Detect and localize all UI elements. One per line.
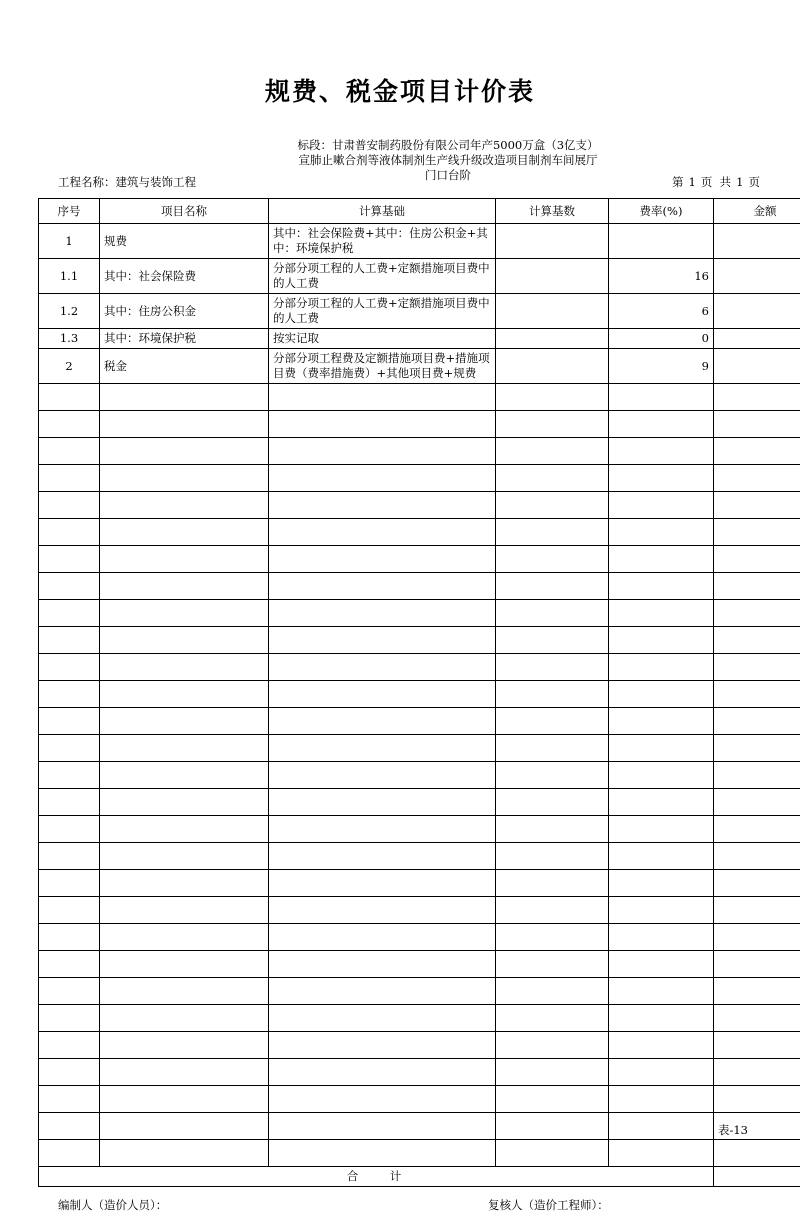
cell-rate-base[interactable] [496, 329, 609, 349]
cell-amount[interactable] [714, 259, 800, 294]
cell-name[interactable] [100, 1086, 269, 1113]
fee-table [38, 198, 800, 1187]
cell-rate-base[interactable] [496, 654, 609, 681]
project-name [58, 174, 196, 190]
cell-no[interactable] [39, 492, 100, 519]
cell-name[interactable] [100, 654, 269, 681]
cell-name[interactable] [100, 492, 269, 519]
cell-base[interactable] [269, 1140, 496, 1167]
cell-rate-base[interactable] [496, 1113, 609, 1140]
cell-base: 按实记取 [269, 329, 496, 349]
cell-amount[interactable] [714, 600, 800, 627]
cell-amount[interactable] [714, 897, 800, 924]
cell-name: 税金 [100, 349, 269, 384]
cell-rate-base[interactable] [496, 1086, 609, 1113]
table-total-row [39, 1167, 800, 1187]
column-header-pct: 费率(%) [609, 199, 714, 224]
cell-amount[interactable] [714, 627, 800, 654]
table-row [39, 259, 800, 294]
cell-name: 其中：社会保险费 [100, 259, 269, 294]
cell-rate-base[interactable] [496, 843, 609, 870]
cell-name[interactable] [100, 789, 269, 816]
cell-name[interactable] [100, 600, 269, 627]
table-row-empty [39, 978, 800, 1005]
cell-base[interactable] [269, 411, 496, 438]
cell-amount[interactable] [714, 843, 800, 870]
cell-name[interactable] [100, 708, 269, 735]
table-row-empty [39, 1032, 800, 1059]
cell-amount[interactable] [714, 1059, 800, 1086]
cell-pct[interactable] [609, 843, 714, 870]
cell-base: 分部分项工程的人工费+定额措施项目费中的人工费 [269, 259, 496, 294]
cell-amount[interactable] [714, 519, 800, 546]
cell-base[interactable] [269, 1005, 496, 1032]
cell-no[interactable] [39, 1113, 100, 1140]
cell-name[interactable] [100, 924, 269, 951]
page-total-prefix: 共 [720, 175, 732, 189]
project-name-value: 建筑与装饰工程 [116, 175, 197, 189]
cell-name[interactable] [100, 1059, 269, 1086]
table-row-empty [39, 816, 800, 843]
cell-base[interactable] [269, 492, 496, 519]
column-header-no: 序号 [39, 199, 100, 224]
cell-rate-base[interactable] [496, 1032, 609, 1059]
cell-rate-base[interactable] [496, 224, 609, 259]
cell-no[interactable] [39, 816, 100, 843]
cell-rate-base[interactable] [496, 349, 609, 384]
cell-no[interactable] [39, 897, 100, 924]
table-row-empty [39, 762, 800, 789]
cell-no: 1.3 [39, 329, 100, 349]
table-row-empty [39, 870, 800, 897]
cell-pct[interactable]: 0 [609, 329, 714, 349]
cell-no[interactable] [39, 546, 100, 573]
cell-name[interactable] [100, 951, 269, 978]
cell-amount[interactable] [714, 438, 800, 465]
cell-rate-base[interactable] [496, 438, 609, 465]
cell-name[interactable] [100, 870, 269, 897]
cell-name: 其中：环境保护税 [100, 329, 269, 349]
cell-rate-base[interactable] [496, 411, 609, 438]
page-total: 1 [731, 175, 748, 189]
cell-no[interactable] [39, 1059, 100, 1086]
table-row-empty [39, 897, 800, 924]
cell-base[interactable] [269, 816, 496, 843]
cell-pct[interactable] [609, 573, 714, 600]
cell-pct[interactable] [609, 681, 714, 708]
cell-amount[interactable] [714, 573, 800, 600]
table-row-empty [39, 1086, 800, 1113]
cell-base[interactable] [269, 924, 496, 951]
cell-name: 其中：住房公积金 [100, 294, 269, 329]
cell-no[interactable] [39, 1005, 100, 1032]
bid-value: 甘肃普安制药股份有限公司年产5000万盒（3亿支）宣肺止嗽合剂等液体制剂生产线升级改造项目制剂车间展厅门口台阶 [299, 138, 599, 182]
cell-name[interactable] [100, 1113, 269, 1140]
cell-rate-base[interactable] [496, 573, 609, 600]
cell-pct[interactable] [609, 1140, 714, 1167]
page-suffix: 页 [749, 175, 761, 189]
cell-rate-base[interactable] [496, 465, 609, 492]
cell-amount[interactable] [714, 681, 800, 708]
table-row-empty [39, 681, 800, 708]
page-mid: 页 [701, 175, 713, 189]
cell-name[interactable] [100, 681, 269, 708]
cell-no[interactable] [39, 627, 100, 654]
column-header-base: 计算基础 [269, 199, 496, 224]
cell-name[interactable] [100, 438, 269, 465]
cell-no[interactable] [39, 384, 100, 411]
cell-no[interactable] [39, 465, 100, 492]
cell-name[interactable] [100, 411, 269, 438]
document-page [0, 72, 800, 1200]
project-name-label: 工程名称： [58, 175, 116, 189]
cell-rate-base[interactable] [496, 546, 609, 573]
cell-rate-base[interactable] [496, 259, 609, 294]
cell-no[interactable] [39, 681, 100, 708]
cell-no: 1.1 [39, 259, 100, 294]
table-row [39, 349, 800, 384]
cell-rate-base[interactable] [496, 735, 609, 762]
cell-amount[interactable] [714, 708, 800, 735]
table-row [39, 329, 800, 349]
page-prefix: 第 [672, 175, 684, 189]
table-row-empty [39, 519, 800, 546]
cell-pct[interactable] [609, 600, 714, 627]
cell-name[interactable] [100, 384, 269, 411]
cell-rate-base[interactable] [496, 789, 609, 816]
cell-amount[interactable] [714, 735, 800, 762]
cell-amount[interactable] [714, 870, 800, 897]
cell-no[interactable] [39, 843, 100, 870]
cell-name[interactable] [100, 816, 269, 843]
cell-rate-base[interactable] [496, 762, 609, 789]
table-row-empty [39, 384, 800, 411]
cell-rate-base[interactable] [496, 384, 609, 411]
cell-rate-base[interactable] [496, 1005, 609, 1032]
cell-amount[interactable] [714, 1140, 800, 1167]
cell-amount[interactable] [714, 924, 800, 951]
cell-amount[interactable] [714, 1032, 800, 1059]
bid-section [293, 138, 603, 183]
cell-base[interactable] [269, 1113, 496, 1140]
cell-base[interactable] [269, 843, 496, 870]
cell-amount[interactable] [714, 465, 800, 492]
cell-rate-base[interactable] [496, 519, 609, 546]
cell-base: 分部分项工程的人工费+定额措施项目费中的人工费 [269, 294, 496, 329]
cell-pct[interactable] [609, 519, 714, 546]
cell-amount[interactable] [714, 349, 800, 384]
cell-pct[interactable] [609, 1005, 714, 1032]
cell-name[interactable] [100, 762, 269, 789]
cell-pct[interactable] [609, 627, 714, 654]
cell-base[interactable] [269, 978, 496, 1005]
cell-base[interactable] [269, 465, 496, 492]
cell-base[interactable] [269, 1059, 496, 1086]
cell-base: 分部分项工程费及定额措施项目费+措施项目费（费率措施费）+其他项目费+规费 [269, 349, 496, 384]
table-row-empty [39, 789, 800, 816]
cell-name[interactable] [100, 1005, 269, 1032]
cell-rate-base[interactable] [496, 600, 609, 627]
cell-base[interactable] [269, 735, 496, 762]
cell-base[interactable] [269, 573, 496, 600]
cell-pct[interactable] [609, 1113, 714, 1140]
cell-no[interactable] [39, 600, 100, 627]
cell-base[interactable] [269, 1032, 496, 1059]
cell-base[interactable] [269, 897, 496, 924]
cell-name[interactable] [100, 519, 269, 546]
cell-rate-base[interactable] [496, 924, 609, 951]
cell-no[interactable] [39, 708, 100, 735]
page-title: 规费、税金项目计价表 [38, 72, 762, 108]
cell-no[interactable] [39, 789, 100, 816]
cell-pct[interactable] [609, 1032, 714, 1059]
page-number [672, 174, 760, 190]
cell-amount[interactable] [714, 762, 800, 789]
preparer-label: 编制人（造价人员）： [58, 1197, 167, 1213]
cell-base[interactable] [269, 951, 496, 978]
table-row-empty [39, 411, 800, 438]
cell-no[interactable] [39, 735, 100, 762]
cell-rate-base[interactable] [496, 1140, 609, 1167]
signature-row [38, 1197, 762, 1217]
table-row-empty [39, 708, 800, 735]
document-meta [38, 138, 762, 194]
table-row-empty [39, 546, 800, 573]
cell-base[interactable] [269, 438, 496, 465]
cell-name: 规费 [100, 224, 269, 259]
cell-pct[interactable] [609, 654, 714, 681]
cell-rate-base[interactable] [496, 708, 609, 735]
cell-base[interactable] [269, 384, 496, 411]
cell-pct[interactable] [609, 897, 714, 924]
cell-pct[interactable] [609, 870, 714, 897]
cell-pct[interactable]: 16 [609, 259, 714, 294]
reviewer-label: 复核人（造价工程师）： [488, 1197, 609, 1213]
cell-pct[interactable] [609, 708, 714, 735]
cell-rate-base[interactable] [496, 492, 609, 519]
cell-pct[interactable] [609, 465, 714, 492]
cell-no[interactable] [39, 573, 100, 600]
cell-amount[interactable] [714, 789, 800, 816]
cell-rate-base[interactable] [496, 951, 609, 978]
cell-no: 1.2 [39, 294, 100, 329]
cell-name[interactable] [100, 1032, 269, 1059]
cell-amount[interactable] [714, 329, 800, 349]
table-row-empty [39, 654, 800, 681]
table-row-empty [39, 1059, 800, 1086]
cell-base[interactable] [269, 627, 496, 654]
cell-name[interactable] [100, 897, 269, 924]
cell-no: 1 [39, 224, 100, 259]
cell-rate-base[interactable] [496, 294, 609, 329]
cell-name[interactable] [100, 735, 269, 762]
cell-rate-base[interactable] [496, 816, 609, 843]
table-row-empty [39, 1113, 800, 1140]
cell-pct[interactable]: 6 [609, 294, 714, 329]
cell-amount[interactable] [714, 951, 800, 978]
cell-pct[interactable] [609, 816, 714, 843]
cell-rate-base[interactable] [496, 978, 609, 1005]
cell-pct[interactable] [609, 762, 714, 789]
cell-rate-base[interactable] [496, 897, 609, 924]
cell-no[interactable] [39, 924, 100, 951]
cell-name[interactable] [100, 1140, 269, 1167]
cell-base[interactable] [269, 708, 496, 735]
cell-name[interactable] [100, 627, 269, 654]
cell-no[interactable] [39, 519, 100, 546]
cell-amount[interactable] [714, 224, 800, 259]
page-current: 1 [684, 175, 701, 189]
cell-rate-base[interactable] [496, 681, 609, 708]
total-label: 合 计 [39, 1167, 714, 1187]
cell-base[interactable] [269, 1086, 496, 1113]
cell-amount[interactable] [714, 384, 800, 411]
cell-pct[interactable] [609, 411, 714, 438]
form-code: 表-13 [718, 1122, 748, 1138]
total-amount[interactable] [714, 1167, 800, 1187]
cell-rate-base[interactable] [496, 870, 609, 897]
cell-pct[interactable] [609, 438, 714, 465]
cell-pct[interactable] [609, 1059, 714, 1086]
table-row-empty [39, 951, 800, 978]
cell-no[interactable] [39, 1032, 100, 1059]
cell-amount[interactable] [714, 654, 800, 681]
cell-amount[interactable] [714, 1005, 800, 1032]
cell-no[interactable] [39, 438, 100, 465]
column-header-name: 项目名称 [100, 199, 269, 224]
table-row-empty [39, 843, 800, 870]
cell-no[interactable] [39, 978, 100, 1005]
cell-pct[interactable] [609, 1086, 714, 1113]
cell-amount[interactable] [714, 816, 800, 843]
table-row [39, 224, 800, 259]
cell-pct[interactable] [609, 384, 714, 411]
cell-amount[interactable] [714, 546, 800, 573]
cell-no[interactable] [39, 654, 100, 681]
table-row-empty [39, 627, 800, 654]
column-header-amount: 金额 [714, 199, 800, 224]
table-row-empty [39, 465, 800, 492]
cell-name[interactable] [100, 978, 269, 1005]
cell-base[interactable] [269, 600, 496, 627]
table-row-empty [39, 492, 800, 519]
cell-base[interactable] [269, 870, 496, 897]
cell-name[interactable] [100, 546, 269, 573]
cell-base[interactable] [269, 654, 496, 681]
cell-amount[interactable] [714, 978, 800, 1005]
table-row-empty [39, 438, 800, 465]
cell-pct[interactable] [609, 924, 714, 951]
cell-pct[interactable] [609, 735, 714, 762]
column-header-rate-base: 计算基数 [496, 199, 609, 224]
cell-pct[interactable] [609, 546, 714, 573]
cell-no[interactable] [39, 411, 100, 438]
cell-name[interactable] [100, 573, 269, 600]
cell-no[interactable] [39, 1086, 100, 1113]
cell-pct[interactable]: 9 [609, 349, 714, 384]
cell-base[interactable] [269, 519, 496, 546]
cell-amount[interactable] [714, 492, 800, 519]
cell-amount[interactable] [714, 1086, 800, 1113]
table-header-row [39, 199, 800, 224]
cell-rate-base[interactable] [496, 1059, 609, 1086]
table-row-empty [39, 573, 800, 600]
cell-base[interactable] [269, 546, 496, 573]
cell-no[interactable] [39, 1140, 100, 1167]
cell-name[interactable] [100, 843, 269, 870]
table-row-empty [39, 735, 800, 762]
table-row-empty [39, 1140, 800, 1167]
table-row-empty [39, 600, 800, 627]
cell-amount[interactable] [714, 411, 800, 438]
cell-pct[interactable] [609, 492, 714, 519]
cell-pct[interactable] [609, 789, 714, 816]
cell-amount[interactable] [714, 294, 800, 329]
cell-pct[interactable] [609, 978, 714, 1005]
cell-no[interactable] [39, 762, 100, 789]
cell-base: 其中：社会保险费+其中：住房公积金+其中：环境保护税 [269, 224, 496, 259]
cell-rate-base[interactable] [496, 627, 609, 654]
cell-no: 2 [39, 349, 100, 384]
cell-base[interactable] [269, 681, 496, 708]
cell-pct[interactable] [609, 951, 714, 978]
cell-base[interactable] [269, 789, 496, 816]
table-row-empty [39, 924, 800, 951]
table-row-empty [39, 1005, 800, 1032]
cell-base[interactable] [269, 762, 496, 789]
cell-name[interactable] [100, 465, 269, 492]
bid-label: 标段： [297, 138, 332, 152]
cell-no[interactable] [39, 870, 100, 897]
table-row [39, 294, 800, 329]
cell-pct[interactable] [609, 224, 714, 259]
cell-no[interactable] [39, 951, 100, 978]
